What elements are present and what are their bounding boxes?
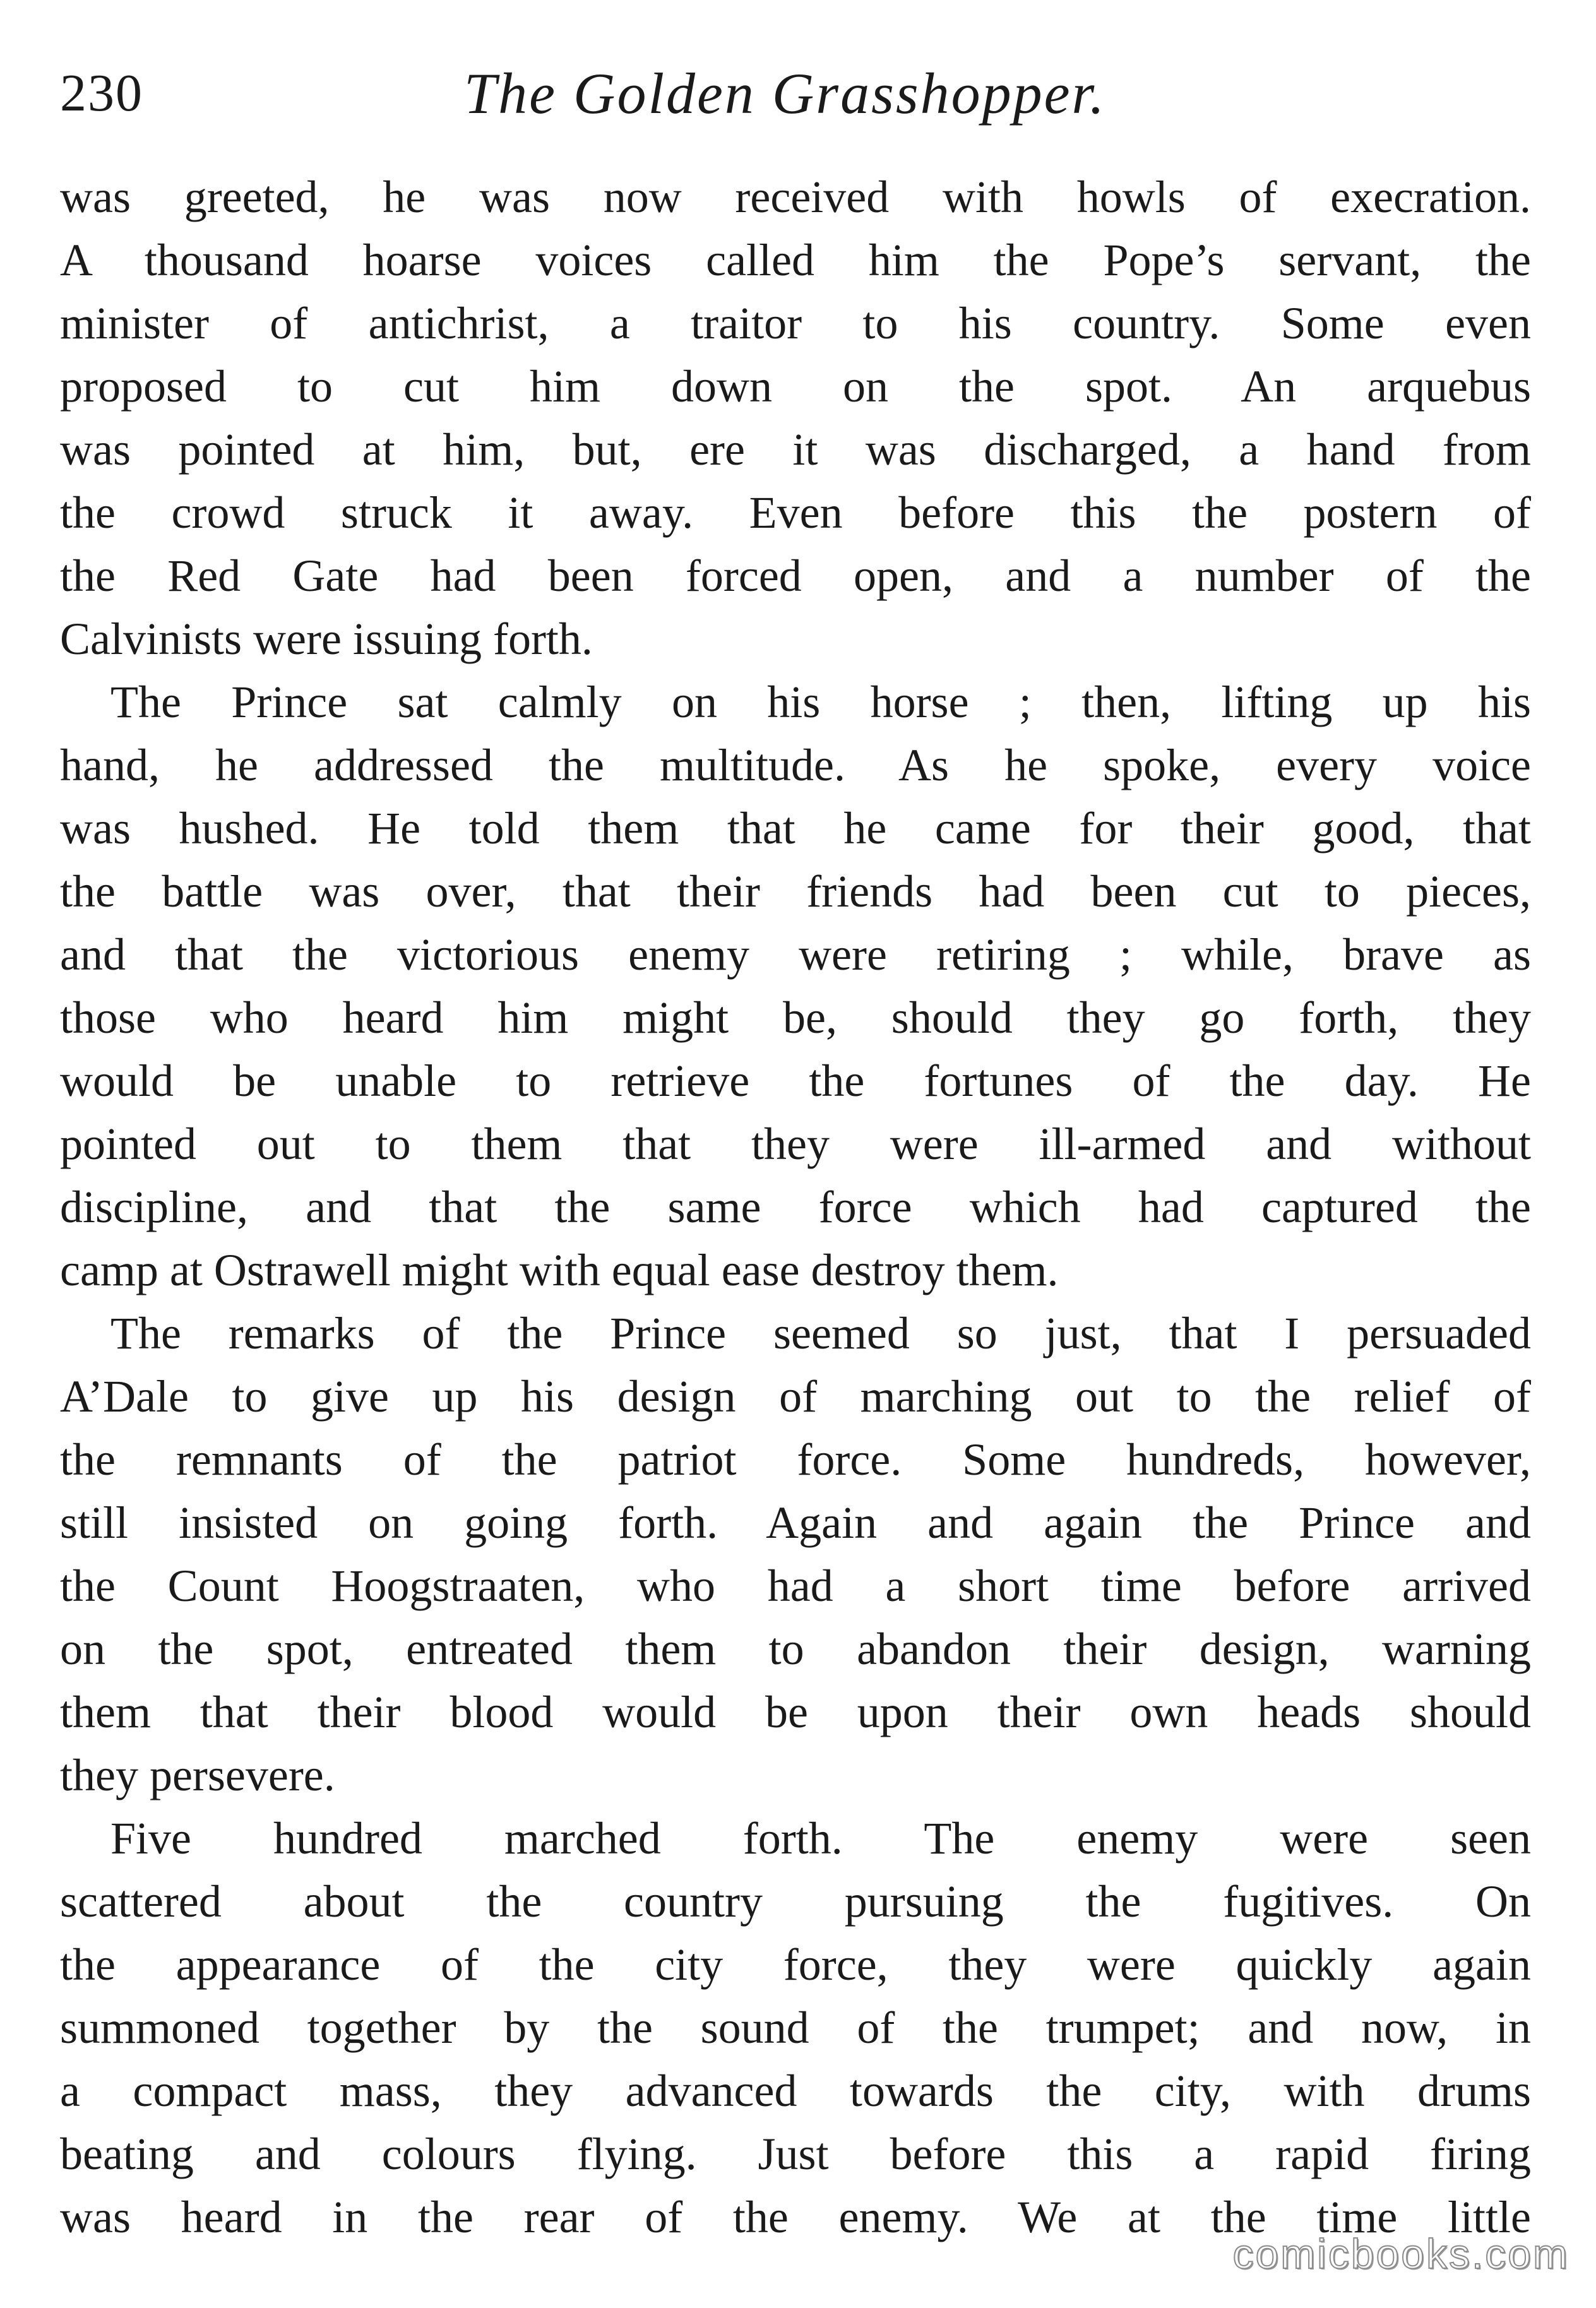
- text-line: minister of antichrist, a traitor to his country. Some even: [60, 298, 1531, 348]
- text-line: proposed to cut him down on the spot. An arquebus: [60, 361, 1531, 412]
- text-line: The Prince sat calmly on his horse ; then, lifting up his: [110, 677, 1531, 727]
- text-line: beating and colours flying. Just before this a rapid firing: [60, 2129, 1531, 2179]
- paragraph-4: [60, 1807, 1531, 2249]
- text-line: the remnants of the patriot force. Some hundreds, however,: [60, 1434, 1531, 1485]
- text-line: still insisted on going forth. Again and again the Prince and: [60, 1497, 1531, 1548]
- text-line: the appearance of the city force, they were quickly again: [60, 1939, 1531, 1990]
- running-title: The Golden Grasshopper.: [464, 61, 1107, 126]
- watermark: comicbooks.com: [1232, 2230, 1569, 2277]
- text-line: hand, he addressed the multitude. As he spoke, every voice: [60, 740, 1531, 790]
- text-line: Five hundred marched forth. The enemy were seen: [110, 1813, 1531, 1864]
- text-line: was heard in the rear of the enemy. We at the time little: [60, 2192, 1531, 2242]
- text-line: Calvinists were issuing forth.: [60, 614, 593, 664]
- page-number: 230: [60, 64, 143, 122]
- text-line: would be unable to retrieve the fortunes of the day. He: [60, 1056, 1531, 1106]
- text-line: camp at Ostrawell might with equal ease destroy them.: [60, 1245, 1059, 1295]
- page-header: [60, 56, 1531, 138]
- text-line: A thousand hoarse voices called him the Pope’s servant, the: [60, 235, 1531, 285]
- text-line: the Red Gate had been forced open, and a number of the: [60, 550, 1531, 601]
- text-line: summoned together by the sound of the trumpet; and now, in: [60, 2002, 1531, 2053]
- text-line: a compact mass, they advanced towards the city, with drums: [60, 2066, 1531, 2116]
- paragraph-3: [60, 1302, 1531, 1807]
- text-line: the crowd struck it away. Even before this the postern of: [60, 487, 1531, 538]
- text-line: they persevere.: [60, 1750, 335, 1800]
- text-line: pointed out to them that they were ill-armed and without: [60, 1119, 1531, 1169]
- text-line: those who heard him might be, should they go forth, they: [60, 992, 1531, 1043]
- text-line: was greeted, he was now received with howls of execration.: [60, 172, 1531, 222]
- text-line: The remarks of the Prince seemed so just, that I persuaded: [110, 1308, 1531, 1359]
- paragraph-1: [60, 165, 1531, 670]
- paragraph-2: [60, 670, 1531, 1302]
- text-line: was pointed at him, but, ere it was discharged, a hand from: [60, 424, 1531, 475]
- text-line: the battle was over, that their friends had been cut to pieces,: [60, 866, 1531, 917]
- text-line: scattered about the country pursuing the fugitives. On: [60, 1876, 1531, 1927]
- text-line: and that the victorious enemy were retiring ; while, brave as: [60, 929, 1531, 980]
- body-text: [60, 165, 1531, 2249]
- text-line: A’Dale to give up his design of marching out to the relief of: [60, 1371, 1531, 1422]
- text-line: them that their blood would be upon their own heads should: [60, 1687, 1531, 1737]
- text-line: was hushed. He told them that he came for their good, that: [60, 803, 1531, 854]
- text-line: discipline, and that the same force which had captured the: [60, 1182, 1531, 1232]
- text-line: on the spot, entreated them to abandon their design, warning: [60, 1624, 1531, 1674]
- text-line: the Count Hoogstraaten, who had a short time before arrived: [60, 1561, 1531, 1611]
